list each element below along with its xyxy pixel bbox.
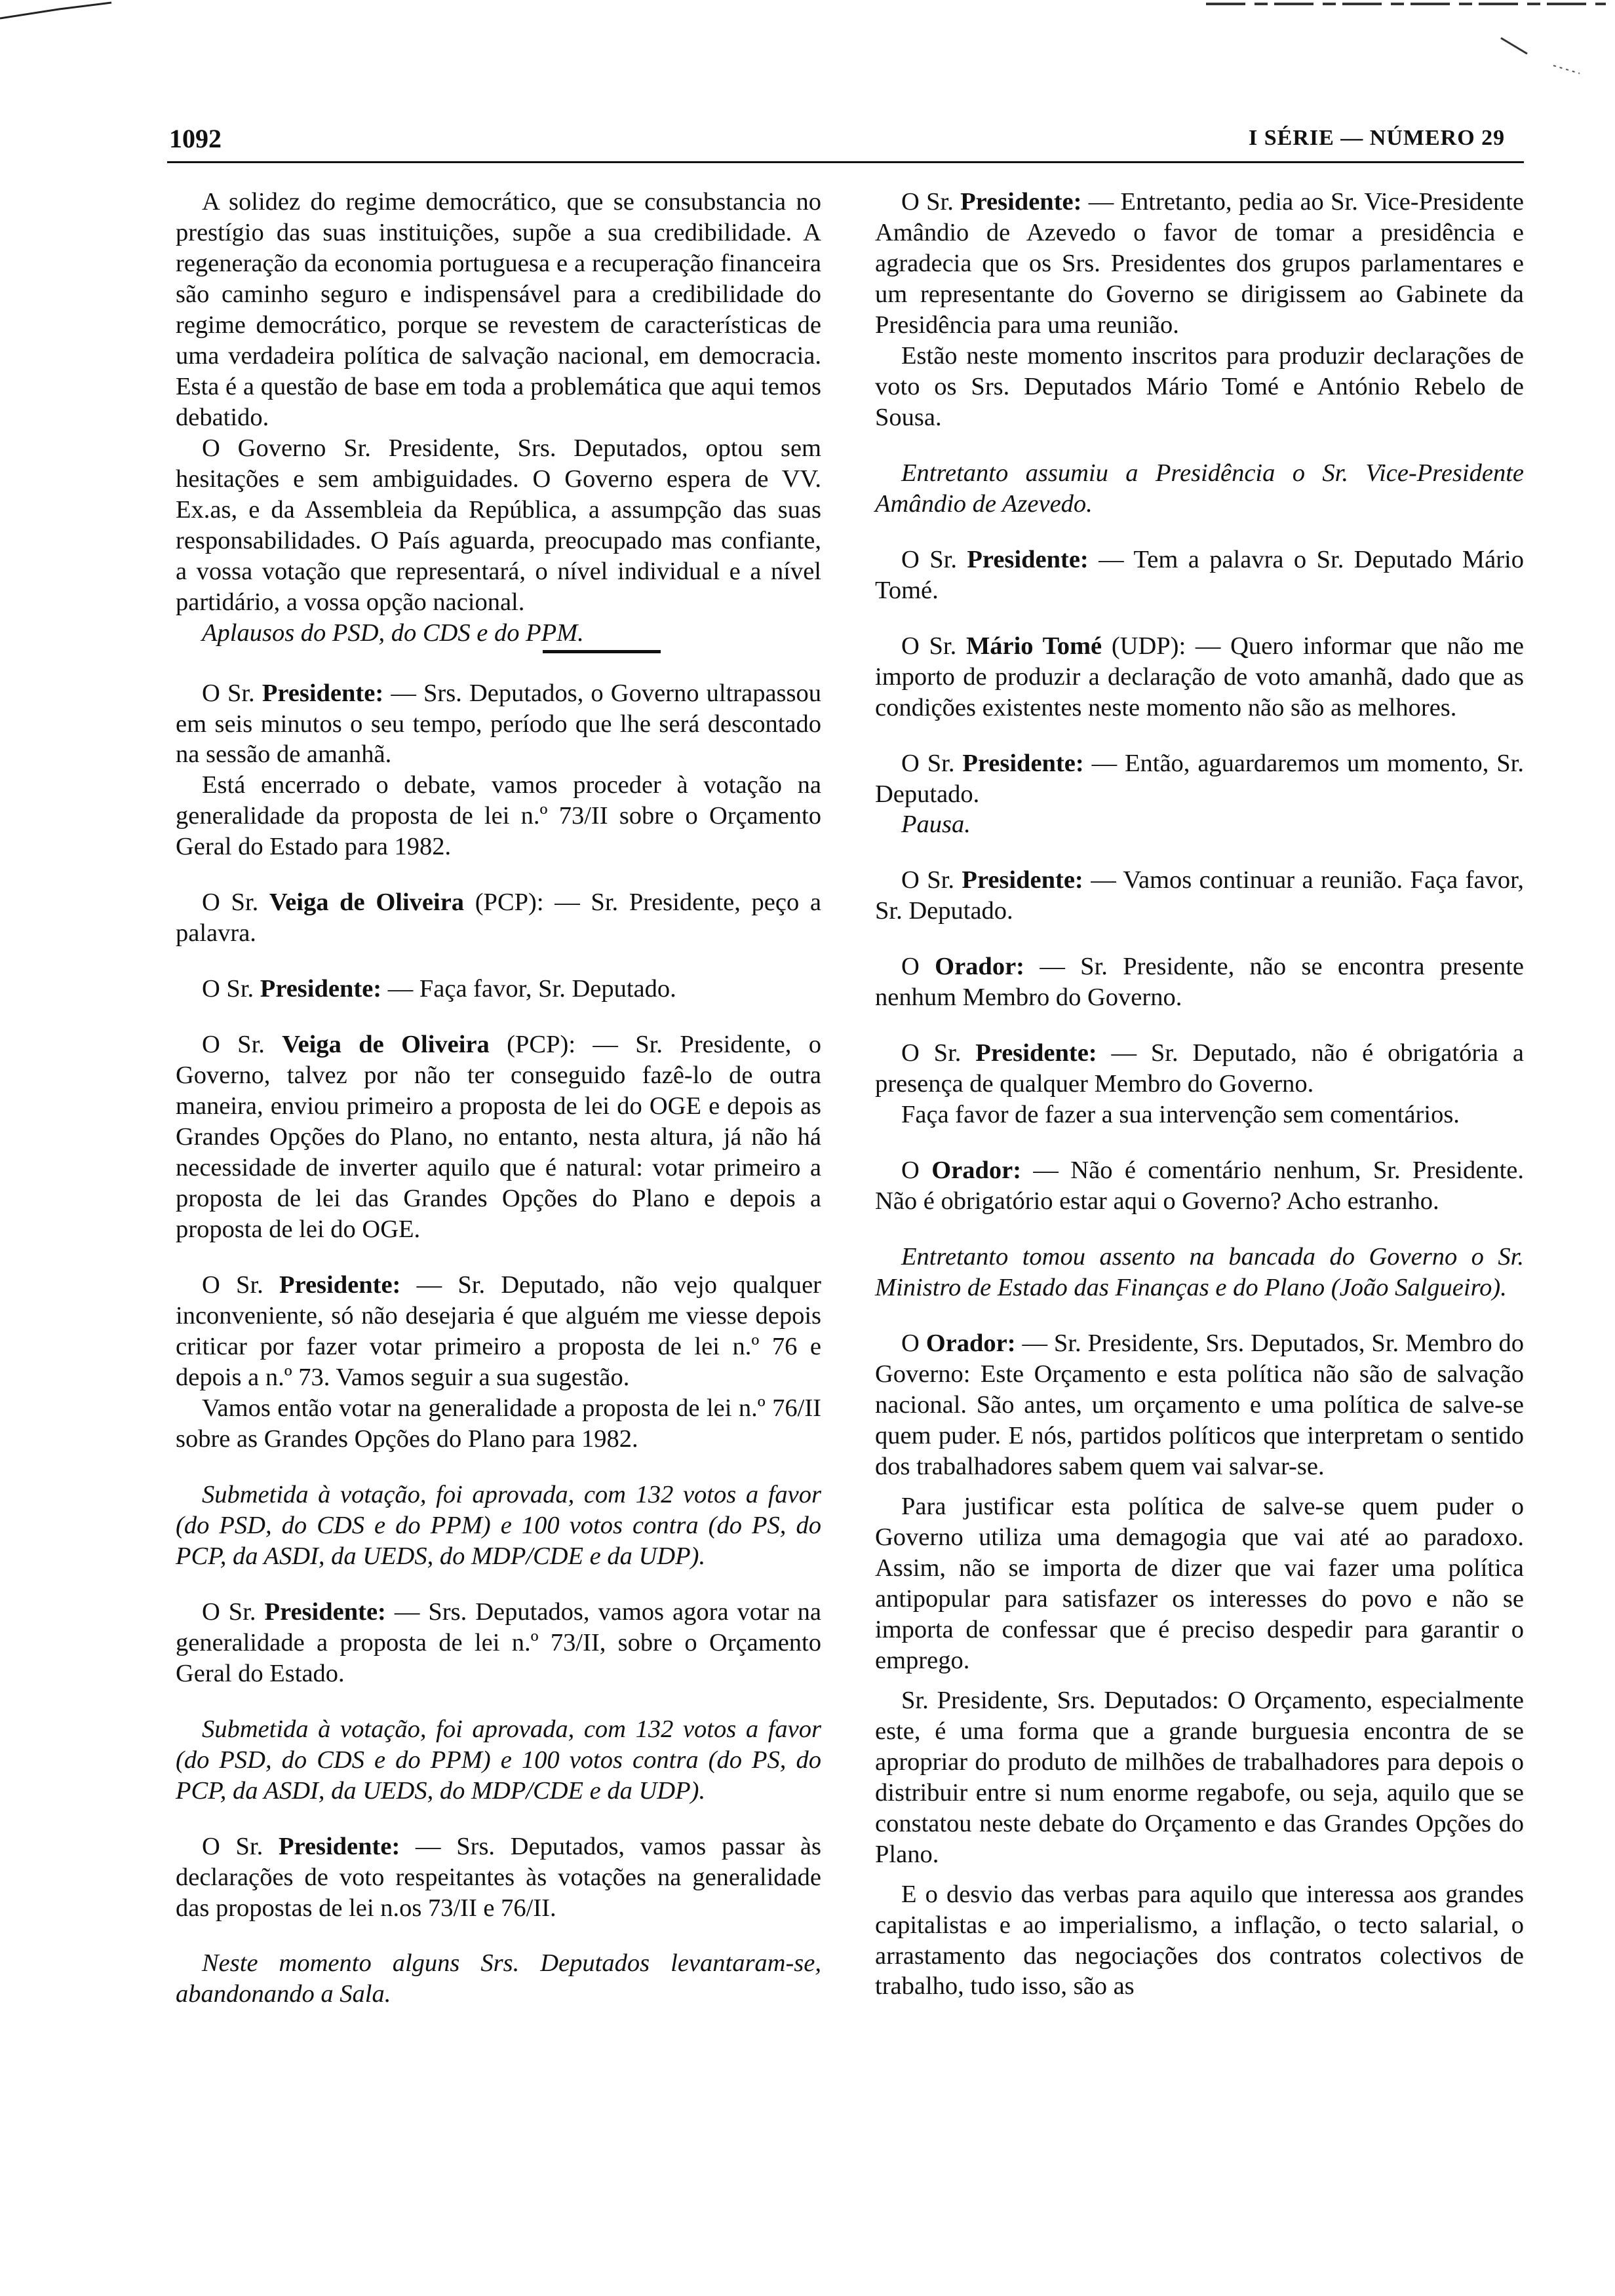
italic-note: Aplausos do PSD, do CDS e do PPM. bbox=[202, 619, 584, 647]
speech-text: — Srs. Deputados, o Governo ultrapassou em seis minutos o seu tempo, período que lhe será descontado na sessão de amanhã. bbox=[176, 679, 821, 769]
italic-note: Entretanto assumiu a Presidência o Sr. Vice-Presidente Amândio de Azevedo. bbox=[875, 459, 1524, 518]
speaker-name: Presidente: bbox=[279, 1271, 401, 1299]
speaker-prefix: O Sr. bbox=[901, 749, 963, 777]
speaker-name: Orador: bbox=[925, 1330, 1016, 1358]
body-paragraph: E o desvio das verbas para aquilo que interessa aos grandes capitalistas e ao imperialismo, a inflação, o tecto salarial, o arrastamento das negociações dos contratos colectivos de trabalho, tudo isso, são as bbox=[875, 1880, 1524, 2000]
italic-note: Neste momento alguns Srs. Deputados levantaram-se, abandonando a Sala. bbox=[176, 1949, 821, 2008]
speaker-prefix: O Sr. bbox=[202, 679, 262, 707]
speaker-paragraph bbox=[875, 748, 1524, 810]
header-rule bbox=[167, 161, 1524, 163]
speech-text: — Srs. Deputados, vamos passar às declarações de voto respeitantes às votações na generalidade das propostas de lei n.os 73/II e 76/II. bbox=[176, 1832, 821, 1922]
left-column bbox=[176, 187, 821, 2010]
speaker-name: Veiga de Oliveira bbox=[269, 889, 465, 917]
speaker-paragraph bbox=[875, 1155, 1524, 1217]
speaker-prefix: O Sr. bbox=[202, 1598, 265, 1626]
speech-text: — Entretanto, pedia ao Sr. Vice-Presidente Amândio de Azevedo o favor de tomar a presidência e agradecia que os Srs. Presidentes dos grupos parlamentares e um representante do Governo se dirigissem ao Gabinete da Presidência para uma reunião. bbox=[875, 188, 1524, 339]
speaker-paragraph bbox=[875, 631, 1524, 723]
speaker-prefix: O Sr. bbox=[202, 1031, 282, 1059]
right-column bbox=[875, 187, 1524, 2002]
speaker-name: Mário Tomé bbox=[965, 632, 1102, 660]
page-number: 1092 bbox=[169, 124, 222, 153]
speaker-paragraph bbox=[875, 951, 1524, 1013]
speaker-name: Orador: bbox=[935, 953, 1024, 981]
speaker-prefix: O Sr. bbox=[202, 975, 260, 1003]
speaker-prefix: O Sr. bbox=[901, 1039, 976, 1067]
italic-note: Submetida à votação, foi aprovada, com 132 votos a favor (do PSD, do CDS e do PPM) e 100 votos contra (do PS, do PCP, da ASDI, da UEDS, do MDP/CDE e da UDP). bbox=[176, 1480, 821, 1570]
body-paragraph: A solidez do regime democrático, que se consubstancia no prestígio das suas instituições, supõe a sua credibilidade. A regeneração da economia portuguesa e a recuperação financeira são caminho seguro e indispensável para a credibilidade do regime democrático, porque se revestem de características de uma verdadeira política de salvação nacional, em democracia. Esta é a questão de base em toda a problemática que aqui temos debatido. bbox=[176, 188, 821, 431]
speaker-paragraph bbox=[875, 545, 1524, 606]
speaker-name: Presidente: bbox=[262, 679, 384, 707]
body-paragraph: Estão neste momento inscritos para produzir declarações de voto os Srs. Deputados Mário Tomé e António Rebelo de Sousa. bbox=[875, 341, 1524, 431]
speaker-prefix: O Sr. bbox=[202, 1832, 279, 1860]
speaker-paragraph bbox=[176, 1831, 821, 1924]
speech-text: — Não é comentário nenhum, Sr. Presidente. Não é obrigatório estar aqui o Governo? Acho estranho. bbox=[875, 1157, 1524, 1215]
speaker-prefix: O Sr. bbox=[901, 188, 961, 216]
speaker-prefix: O Sr. bbox=[901, 632, 966, 660]
speech-text: — Sr. Deputado, não vejo qualquer inconveniente, só não desejaria é que alguém me viesse depois criticar por fazer votar primeiro a proposta de lei n.º 76 e depois a n.º 73. Vamos seguir a sua sugestão. bbox=[176, 1271, 821, 1391]
body-paragraph: Faça favor de fazer a sua intervenção sem comentários. bbox=[901, 1101, 1460, 1129]
speaker-name: Orador: bbox=[931, 1157, 1022, 1185]
speaker-name: Veiga de Oliveira bbox=[282, 1031, 490, 1059]
speaker-prefix: O bbox=[901, 1157, 932, 1185]
italic-note: Pausa. bbox=[901, 811, 971, 839]
speaker-prefix: O Sr. bbox=[901, 866, 962, 894]
speech-text: — Sr. Presidente, Srs. Deputados, Sr. Membro do Governo: Este Orçamento e esta política não são de salvação nacional. São antes, um orçamento e uma política de salve-se quem puder. E nós, partidos políticos que interpretam o sentido dos trabalhadores sabem quem vai salvar-se. bbox=[875, 1330, 1524, 1480]
speaker-paragraph bbox=[875, 865, 1524, 927]
speaker-name: Presidente: bbox=[264, 1598, 386, 1626]
speaker-paragraph bbox=[176, 1597, 821, 1689]
speech-text: — Srs. Deputados, vamos agora votar na generalidade a proposta de lei n.º 73/II, sobre o Orçamento Geral do Estado. bbox=[176, 1598, 821, 1687]
speaker-prefix: O bbox=[901, 1330, 926, 1358]
speech-text: (PCP): — Sr. Presidente, o Governo, talvez por não ter conseguido fazê-lo de outra maneira, enviou primeiro a proposta de lei do OGE e depois as Grandes Opções do Plano, no entanto, nesta altura, já não há necessidade de inverter aquilo que é natural: votar primeiro a proposta de lei das Grandes Opções do Plano e depois a proposta de lei do OGE. bbox=[176, 1031, 821, 1244]
speaker-name: Presidente: bbox=[975, 1039, 1097, 1067]
speech-text: — Faça favor, Sr. Deputado. bbox=[381, 975, 676, 1003]
speech-text: (PCP): — Sr. Presidente, peço a palavra. bbox=[176, 889, 821, 947]
speaker-paragraph bbox=[875, 187, 1524, 341]
speaker-prefix: O bbox=[901, 953, 935, 981]
speaker-paragraph bbox=[875, 1328, 1524, 1482]
speaker-name: Presidente: bbox=[960, 188, 1082, 216]
speaker-prefix: O Sr. bbox=[202, 889, 269, 917]
speaker-name: Presidente: bbox=[962, 866, 1083, 894]
series-header: I SÉRIE — NÚMERO 29 bbox=[1249, 126, 1506, 150]
italic-note: Entretanto tomou assento na bancada do Governo o Sr. Ministro de Estado das Finanças e do Plano (João Salgueiro). bbox=[875, 1243, 1524, 1302]
body-paragraph: O Governo Sr. Presidente, Srs. Deputados, optou sem hesitações e sem ambiguidades. O Governo espera de VV. Ex.as, e da Assembleia da República, a assumpção das suas responsabilidades. O País aguarda, preocupado mas confiante, a vossa votação que representará, o nível individual e a nível partidário, a vossa opção nacional. bbox=[176, 434, 821, 616]
body-paragraph: Para justificar esta política de salve-se quem puder o Governo utiliza uma demagogia que vai até ao paradoxo. Assim, não se importa de dizer que vai fazer uma política antipopular para satisfazer os interesses do povo e não se importa de confessar que é preciso despedir para garantir o emprego. bbox=[875, 1492, 1524, 1674]
speaker-paragraph bbox=[176, 887, 821, 949]
speaker-name: Presidente: bbox=[967, 545, 1089, 573]
speech-text: — Então, aguardaremos um momento, Sr. Deputado. bbox=[875, 749, 1524, 808]
handwritten-underline bbox=[543, 650, 661, 653]
speaker-paragraph bbox=[875, 1038, 1524, 1100]
speaker-paragraph bbox=[176, 974, 821, 1004]
speech-text: — Sr. Deputado, não é obrigatória a presença de qualquer Membro do Governo. bbox=[875, 1039, 1524, 1098]
speech-text: — Tem a palavra o Sr. Deputado Mário Tomé. bbox=[875, 545, 1524, 604]
italic-note: Submetida à votação, foi aprovada, com 132 votos a favor (do PSD, do CDS e do PPM) e 100 votos contra (do PS, do PCP, da ASDI, da UEDS, do MDP/CDE e da UDP). bbox=[176, 1715, 821, 1805]
speaker-paragraph bbox=[176, 1029, 821, 1245]
body-paragraph: Sr. Presidente, Srs. Deputados: O Orçamento, especialmente este, é uma forma que a grande burguesia encontra de se apropriar do produto de milhões de trabalhadores para depois o distribuir entre si num enorme regabofe, ou seja, aquilo que se constatou neste debate do Orçamento e das Grandes Opções do Plano. bbox=[875, 1686, 1524, 1868]
scan-artifact-top-right bbox=[1147, 0, 1615, 118]
body-paragraph: Está encerrado o debate, vamos proceder à votação na generalidade da proposta de lei n.º 73/II sobre o Orçamento Geral do Estado para 1982. bbox=[176, 771, 821, 861]
speech-text: (UDP): — Quero informar que não me importo de produzir a declaração de voto amanhã, dado que as condições existentes neste momento não são as melhores. bbox=[875, 632, 1524, 721]
speaker-name: Presidente: bbox=[278, 1832, 400, 1860]
speaker-prefix: O Sr. bbox=[202, 1271, 280, 1299]
speech-text: — Vamos continuar a reunião. Faça favor, Sr. Deputado. bbox=[875, 866, 1524, 925]
speaker-name: Presidente: bbox=[962, 749, 1084, 777]
speaker-paragraph bbox=[176, 678, 821, 771]
speaker-prefix: O Sr. bbox=[901, 545, 967, 573]
speaker-paragraph bbox=[176, 1270, 821, 1393]
speech-text: — Sr. Presidente, não se encontra presente nenhum Membro do Governo. bbox=[875, 953, 1524, 1012]
body-paragraph: Vamos então votar na generalidade a proposta de lei n.º 76/II sobre as Grandes Opções do Plano para 1982. bbox=[176, 1394, 821, 1453]
speaker-name: Presidente: bbox=[260, 975, 382, 1003]
scan-artifact-top-left bbox=[0, 0, 118, 26]
